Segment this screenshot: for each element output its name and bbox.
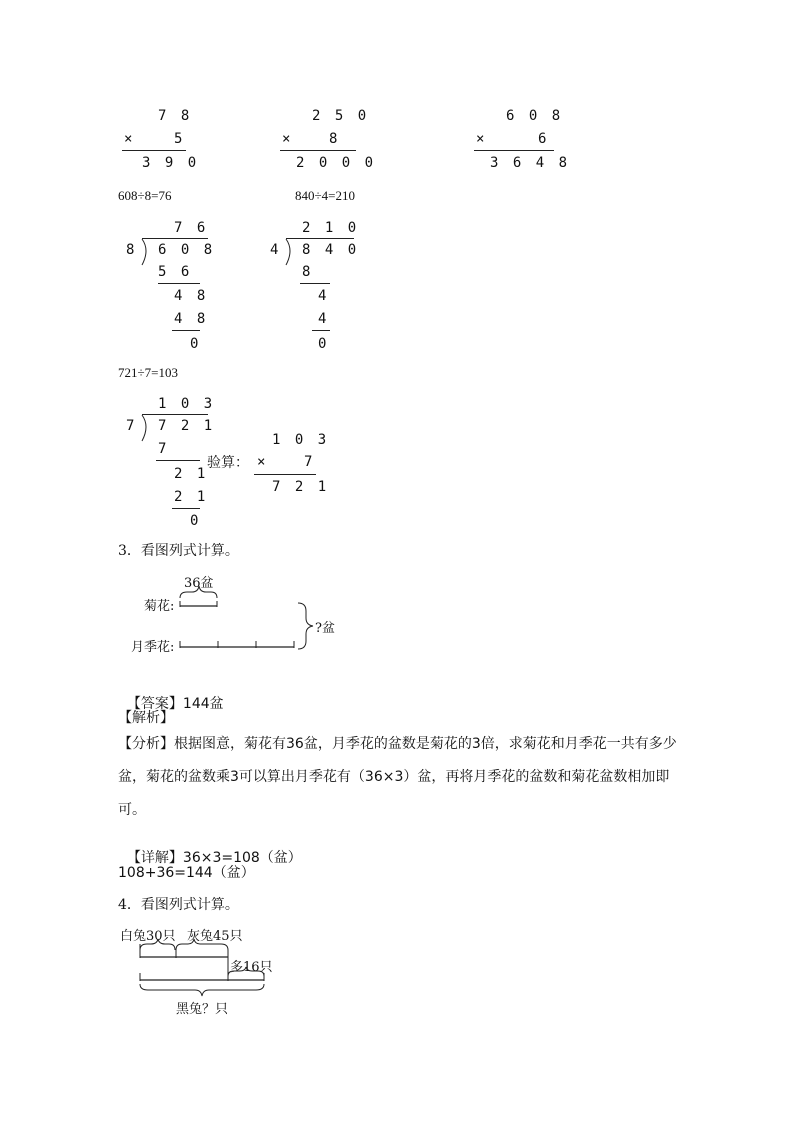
- divisor: 8: [126, 242, 138, 258]
- label-black-rabbit: 黑兔？只: [176, 1002, 229, 1017]
- label-36-pots: 36盆: [184, 576, 214, 591]
- remainder-final: 0: [190, 513, 202, 529]
- multiplier: 8: [329, 131, 341, 147]
- divisor: 7: [126, 418, 138, 434]
- quotient: 7 6: [174, 220, 209, 236]
- product: 7 2 1: [272, 479, 330, 495]
- multiplicand: 2 5 0: [312, 108, 370, 124]
- question-3-title: 3．看图列式计算。: [118, 543, 239, 559]
- equation-608-div-8: 608÷8=76: [118, 188, 172, 203]
- subtract-1: 8: [302, 264, 314, 280]
- subtract-2: 2 1: [174, 489, 209, 505]
- label-more-16: 多16只: [230, 960, 273, 975]
- answer-tag: 【答案】: [126, 696, 183, 712]
- multiplicand: 1 0 3: [272, 432, 330, 448]
- dividend: 8 4 0: [302, 242, 360, 258]
- remainder-1: 4 8: [174, 288, 209, 304]
- multiplier: 6: [538, 131, 550, 147]
- times-sign: ×: [257, 454, 269, 470]
- multiplier: 7: [304, 454, 316, 470]
- divisor: 4: [270, 242, 282, 258]
- label-chrysanthemum: 菊花:: [144, 599, 175, 614]
- multiplier: 5: [174, 131, 186, 147]
- remainder-1: 2 1: [174, 466, 209, 482]
- equation-840-div-4: 840÷4=210: [295, 188, 355, 203]
- remainder-final: 0: [318, 336, 330, 352]
- label-white-rabbit: 白兔30只: [120, 929, 176, 944]
- question-4-title: 4．看图列式计算。: [118, 897, 239, 913]
- product: 3 6 4 8: [490, 155, 571, 171]
- answer-value: 144盆: [182, 696, 224, 712]
- multiplicand: 6 0 8: [506, 108, 564, 124]
- subtract-2: 4 8: [174, 311, 209, 327]
- remainder-1: 4: [318, 288, 330, 304]
- analysis-text: 根据图意，菊花有36盆，月季花的盆数是菊花的3倍，求菊花和月季花一共有多少盆，菊花的盆数乘3可以算出月季花有（36×3）盆，再将月季花的盆数和菊花盆数相加即可。: [118, 736, 677, 818]
- label-gray-rabbit: 灰兔45只: [187, 929, 243, 944]
- label-question-pots: ?盆: [315, 621, 335, 636]
- detail-tag: 【详解】: [126, 850, 183, 866]
- label-rose: 月季花:: [131, 640, 175, 655]
- quotient: 1 0 3: [158, 396, 216, 412]
- multiplicand: 7 8: [158, 108, 193, 124]
- product: 2 0 0 0: [296, 155, 377, 171]
- detail-text-1: 36×3=108（盆）: [182, 850, 302, 866]
- subtract-1: 5 6: [158, 264, 193, 280]
- dividend: 7 2 1: [158, 418, 216, 434]
- times-sign: ×: [282, 131, 294, 147]
- product: 3 9 0: [142, 155, 200, 171]
- subtract-1: 7: [158, 441, 170, 457]
- analysis-tag: 【分析】: [118, 736, 174, 752]
- quotient: 2 1 0: [302, 220, 360, 236]
- check-label: 验算：: [207, 455, 249, 471]
- subtract-2: 4: [318, 311, 330, 327]
- analysis-heading: 【解析】: [118, 710, 174, 726]
- times-sign: ×: [476, 131, 488, 147]
- detail-line-2: 108+36=144（盆）: [118, 865, 255, 881]
- dividend: 6 0 8: [158, 242, 216, 258]
- equation-721-div-7: 721÷7=103: [118, 365, 178, 380]
- times-sign: ×: [124, 131, 136, 147]
- remainder-final: 0: [190, 336, 202, 352]
